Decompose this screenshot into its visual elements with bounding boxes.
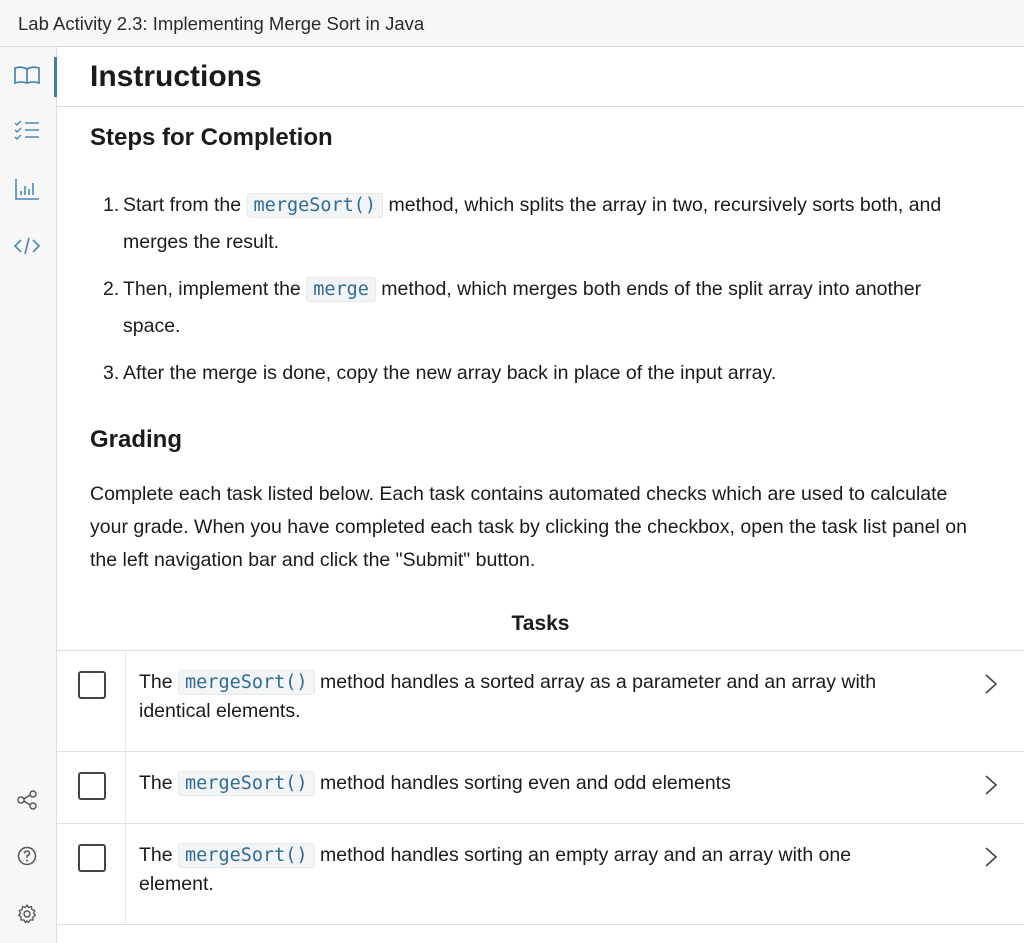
tasks-title: Tasks bbox=[511, 612, 570, 635]
task-checkbox[interactable] bbox=[78, 772, 106, 800]
share-icon[interactable] bbox=[11, 784, 43, 816]
book-icon[interactable] bbox=[11, 59, 43, 91]
task-row[interactable] bbox=[57, 650, 1024, 751]
task-text-post: method handles sorting even and odd elements bbox=[314, 772, 731, 794]
grading-text: Complete each task listed below. Each task contains automated checks which are used to calculate your grade. When you have completed each task by clicking the checkbox, open the task list panel on the left navigation bar and click the "Submit" button. bbox=[90, 483, 967, 571]
chart-icon[interactable] bbox=[11, 173, 43, 205]
task-text bbox=[139, 841, 909, 899]
task-row[interactable] bbox=[57, 823, 1024, 925]
step-text: Start from the bbox=[123, 194, 247, 216]
page-title: Instructions bbox=[90, 60, 262, 93]
step-number: 2. bbox=[103, 278, 120, 300]
step-item bbox=[103, 271, 983, 345]
help-icon[interactable] bbox=[11, 840, 43, 872]
chevron-right-icon[interactable] bbox=[984, 846, 998, 868]
step-number: 1. bbox=[103, 194, 120, 216]
task-text-post: method handles sorting an empty array and an array with one element. bbox=[139, 844, 852, 895]
task-text bbox=[139, 769, 909, 798]
title-bar bbox=[0, 0, 1024, 47]
task-row[interactable] bbox=[57, 751, 1024, 823]
task-text-pre: The bbox=[139, 671, 179, 693]
inline-code: mergeSort() bbox=[178, 843, 315, 868]
task-checkbox[interactable] bbox=[78, 671, 106, 699]
chevron-right-icon[interactable] bbox=[984, 774, 998, 796]
sidebar bbox=[0, 47, 57, 943]
task-text-pre: The bbox=[139, 772, 179, 794]
grading-heading: Grading bbox=[90, 426, 183, 453]
inline-code: mergeSort() bbox=[247, 193, 384, 218]
code-icon[interactable] bbox=[11, 230, 43, 262]
inline-code: mergeSort() bbox=[178, 771, 315, 796]
step-text: After the merge is done, copy the new array back in place of the input array. bbox=[123, 362, 777, 384]
inline-code: mergeSort() bbox=[178, 670, 315, 695]
window-title: Lab Activity 2.3: Implementing Merge Sort in Java bbox=[18, 13, 425, 34]
task-checkbox[interactable] bbox=[78, 844, 106, 872]
step-text: method, which merges both ends of the split array into another space. bbox=[123, 278, 922, 337]
task-check-cell bbox=[57, 824, 126, 924]
task-text-post: method handles a sorted array as a parameter and an array with identical elements. bbox=[139, 671, 877, 722]
task-text bbox=[139, 668, 909, 726]
task-check-cell bbox=[57, 752, 126, 823]
step-number: 3. bbox=[103, 362, 120, 384]
settings-icon[interactable] bbox=[11, 898, 43, 930]
step-item bbox=[103, 355, 983, 392]
task-check-cell bbox=[57, 651, 126, 751]
step-text: method, which splits the array in two, recursively sorts both, and merges the result. bbox=[123, 194, 942, 253]
task-text-pre: The bbox=[139, 844, 179, 866]
instructions-panel bbox=[57, 47, 1024, 943]
chevron-right-icon[interactable] bbox=[984, 673, 998, 695]
step-item bbox=[103, 187, 983, 261]
step-text: Then, implement the bbox=[123, 278, 307, 300]
steps-list bbox=[103, 187, 983, 402]
instructions-header bbox=[57, 47, 1024, 107]
inline-code: merge bbox=[306, 277, 376, 302]
checklist-icon[interactable] bbox=[11, 114, 43, 146]
steps-heading: Steps for Completion bbox=[90, 124, 333, 151]
